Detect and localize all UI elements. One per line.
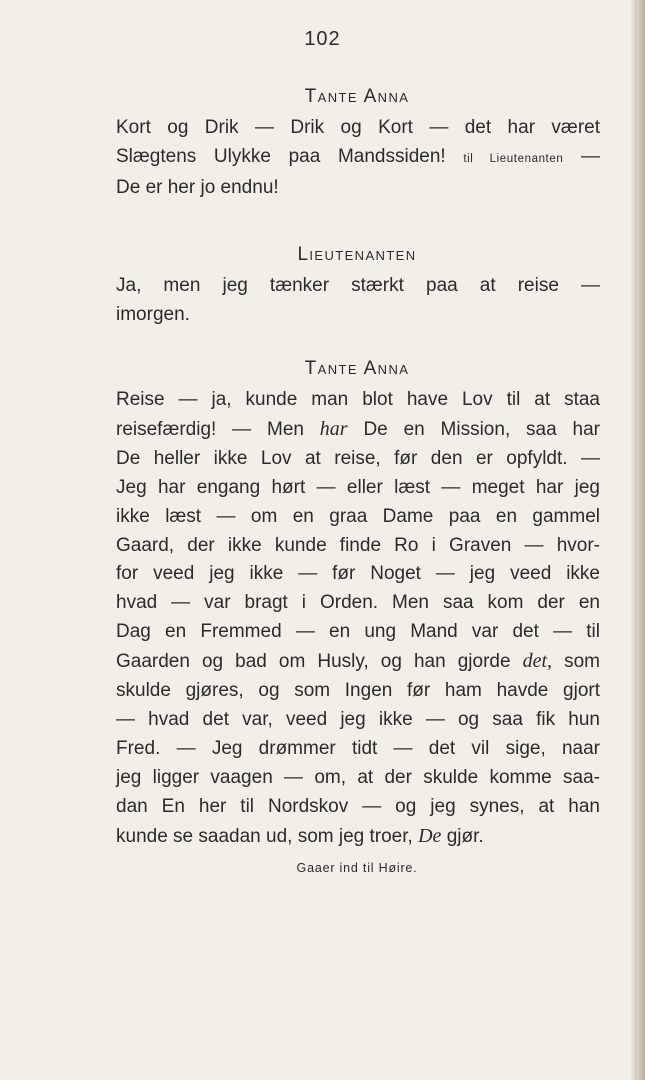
speech-text: reisefærdig! — Men xyxy=(116,418,304,440)
speech-text: Gaarden og bad om Husly, og han gjorde xyxy=(116,651,511,673)
speaker-lieutenanten: Lieutenanten xyxy=(297,244,417,265)
speech-tante-anna-1 xyxy=(116,114,600,203)
stage-direction: Gaaer ind til Høire. xyxy=(296,861,418,875)
speech-line: Ja, men jeg tænker stærkt paa at reise — xyxy=(116,275,600,296)
dash: — xyxy=(581,145,601,167)
speech-lieutenanten xyxy=(116,272,600,330)
speech-line: Fred. — Jeg drømmer tidt — det vil sige, naar xyxy=(116,737,600,759)
page-number: 102 xyxy=(304,28,341,50)
speech-line xyxy=(116,647,600,677)
speech-text: Slægtens Ulykke paa Mandssiden! xyxy=(116,145,446,167)
speech-line: skulde gjøres, og som Ingen før ham havde gjort xyxy=(116,680,600,702)
inline-stage-direction: til Lieutenanten xyxy=(463,152,564,165)
speech-line: Dag en Fremmed — en ung Mand var det — til xyxy=(116,621,600,643)
speaker-tante-anna-1: Tante Anna xyxy=(304,86,410,107)
page-edge xyxy=(631,0,645,1080)
speech-line: ikke læst — om en graa Dame paa en gammel xyxy=(116,505,600,527)
speech-line: De heller ikke Lov at reise, før den er opfyldt. — xyxy=(116,447,600,469)
speech-line: Gaard, der ikke kunde finde Ro i Graven — hvor- xyxy=(116,534,600,556)
speech-line: Kort og Drik — Drik og Kort — det har været xyxy=(116,117,600,138)
speech-line xyxy=(116,143,600,174)
emphasis: det, xyxy=(522,650,553,673)
emphasis: har xyxy=(319,417,348,440)
speech-line xyxy=(116,822,600,852)
speech-text: gjør. xyxy=(446,825,484,847)
emphasis: De xyxy=(418,824,442,847)
speech-line: — hvad det var, veed jeg ikke — og saa fik hun xyxy=(116,708,600,730)
speaker-tante-anna-2: Tante Anna xyxy=(304,358,410,379)
speech-line: jeg ligger vaagen — om, at der skulde komme saa- xyxy=(116,766,600,788)
speech-line: Reise — ja, kunde man blot have Lov til at staa xyxy=(116,389,600,410)
speech-line: De er her jo endnu! xyxy=(116,176,279,198)
speech-line: for veed jeg ikke — før Noget — jeg veed ikke xyxy=(116,563,600,585)
speech-line: imorgen. xyxy=(116,303,190,325)
speech-line: Jeg har engang hørt — eller læst — meget har jeg xyxy=(116,476,600,498)
speech-line xyxy=(116,415,600,445)
speech-tante-anna-2 xyxy=(116,386,600,852)
speech-line: hvad — var bragt i Orden. Men saa kom der en xyxy=(116,592,600,614)
speech-text: De en Mission, saa har xyxy=(363,418,600,440)
speech-text: som xyxy=(564,651,601,673)
speech-text: kunde se saadan ud, som jeg troer, xyxy=(116,825,413,847)
speech-line: dan En her til Nordskov — og jeg synes, at han xyxy=(116,795,600,817)
